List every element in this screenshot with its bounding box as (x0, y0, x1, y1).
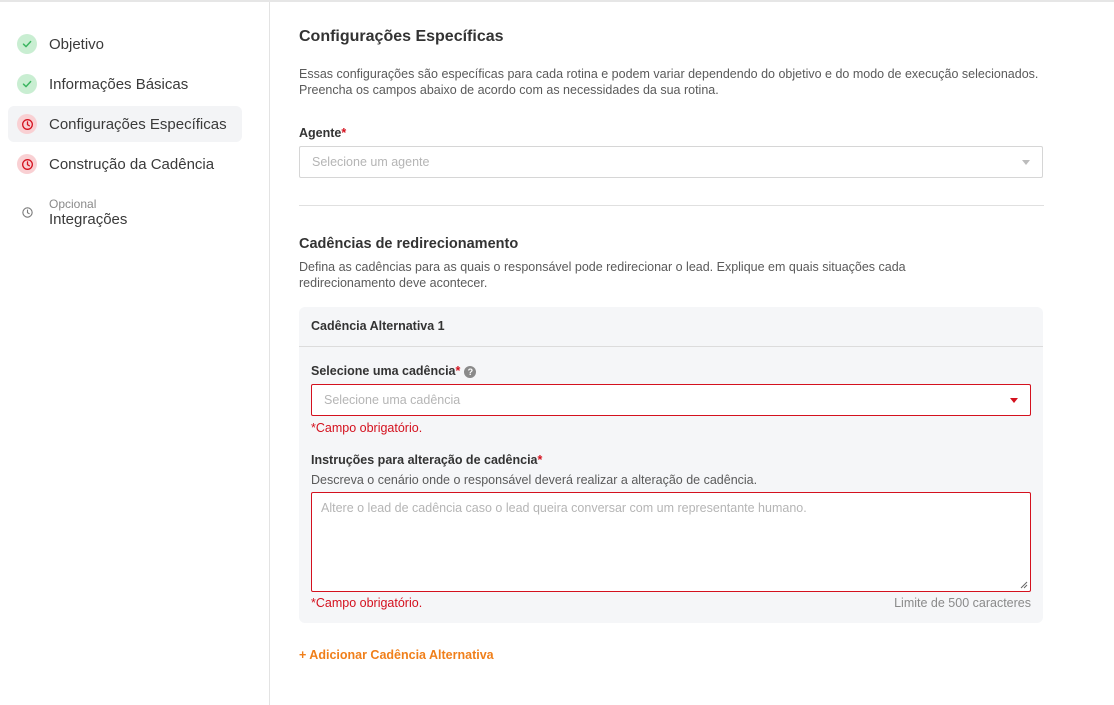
character-limit: Limite de 500 caracteres (894, 596, 1031, 610)
optional-tag: Opcional (49, 196, 97, 211)
cadence-select[interactable] (311, 384, 1031, 416)
cadence-select-error: *Campo obrigatório. (311, 421, 423, 435)
check-icon (17, 74, 37, 94)
cadence-select-placeholder: Selecione uma cadência (324, 393, 461, 407)
step-informacoes-basicas[interactable] (8, 66, 242, 102)
instructions-placeholder: Altere o lead de cadência caso o lead queira conversar com um representante humano. (321, 501, 807, 515)
card-title: Cadência Alternativa 1 (311, 319, 445, 333)
caret-down-icon (1010, 398, 1018, 403)
step-construcao-cadencia[interactable] (8, 146, 242, 182)
stepper-sidebar (0, 2, 270, 705)
redirect-section-title: Cadências de redirecionamento (299, 236, 519, 252)
instructions-help-text: Descreva o cenário onde o responsável deverá realizar a alteração de cadência. (311, 473, 758, 487)
step-integracoes[interactable] (8, 192, 242, 232)
check-icon (17, 34, 37, 54)
step-label: Construção da Cadência (49, 155, 215, 173)
clock-icon (17, 202, 37, 222)
card-header (299, 307, 1043, 347)
clock-icon (17, 114, 37, 134)
agent-select-placeholder: Selecione um agente (312, 155, 430, 169)
caret-down-icon (1022, 160, 1030, 165)
step-configuracoes-especificas[interactable] (8, 106, 242, 142)
add-alternative-cadence-button[interactable]: + Adicionar Cadência Alternativa (299, 648, 494, 662)
step-label: Objetivo (49, 35, 105, 53)
help-icon[interactable]: ? (464, 366, 476, 378)
step-objetivo[interactable] (8, 26, 242, 62)
instructions-label: Instruções para alteração de cadência* (311, 453, 543, 467)
step-label: Informações Básicas (49, 75, 189, 93)
instructions-error: *Campo obrigatório. (311, 596, 423, 610)
resize-handle-icon[interactable] (1020, 581, 1028, 589)
page-title: Configurações Específicas (299, 28, 504, 45)
alternative-cadence-card (299, 307, 1043, 623)
instructions-textarea[interactable] (311, 492, 1031, 592)
section-divider (299, 205, 1044, 206)
cadence-select-label: Selecione uma cadência* ? (311, 364, 476, 378)
redirect-section-description: Defina as cadências para as quais o responsável pode redirecionar o lead. Explique em quais situações cada redirecionamento deve acontecer. (299, 260, 906, 290)
page-description: Essas configurações são específicas para cada rotina e podem variar dependendo do objetivo e do modo de execução selecionados. Preencha os campos abaixo de acordo com as necessidades da sua rotina. (299, 67, 1039, 97)
clock-icon (17, 154, 37, 174)
agent-label: Agente* (299, 126, 347, 140)
step-label: Configurações Específicas (49, 115, 227, 133)
step-label: Integrações (49, 210, 128, 228)
agent-select[interactable] (299, 146, 1043, 178)
